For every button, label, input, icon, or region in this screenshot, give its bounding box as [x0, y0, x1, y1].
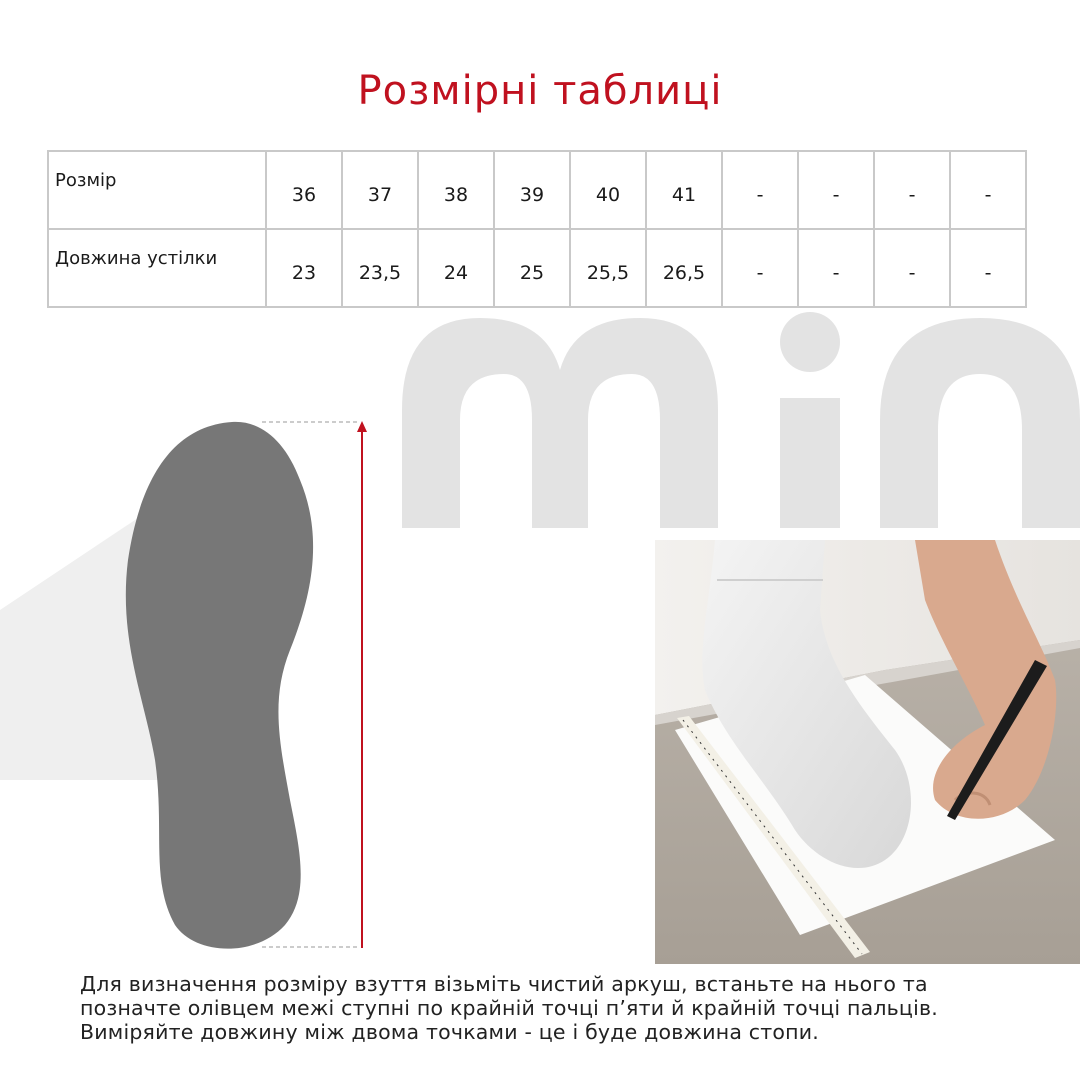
instruction-line: Для визначення розміру взуття візьміть чистий аркуш, встаньте на нього та — [80, 972, 928, 996]
table-cell: 23 — [266, 229, 342, 307]
table-cell: 23,5 — [342, 229, 418, 307]
table-cell: 40 — [570, 151, 646, 229]
row-label-size: Розмір — [48, 151, 266, 229]
table-cell: - — [722, 229, 798, 307]
table-cell: 39 — [494, 151, 570, 229]
instruction-text — [80, 972, 1060, 1044]
table-cell: - — [798, 229, 874, 307]
table-cell: - — [798, 151, 874, 229]
arrow-head-icon — [357, 421, 367, 432]
table-cell: 41 — [646, 151, 722, 229]
page-title: Розмірні таблиці — [357, 68, 723, 114]
table-cell: 37 — [342, 151, 418, 229]
table-cell: - — [874, 151, 950, 229]
foot-measuring-photo — [655, 540, 1080, 964]
table-cell: - — [950, 151, 1026, 229]
table-cell: 25,5 — [570, 229, 646, 307]
table-cell: 25 — [494, 229, 570, 307]
table-cell: 24 — [418, 229, 494, 307]
table-cell: 38 — [418, 151, 494, 229]
insole-silhouette-icon — [126, 422, 313, 949]
table-cell: - — [950, 229, 1026, 307]
table-cell: 36 — [266, 151, 342, 229]
table-cell: - — [874, 229, 950, 307]
instruction-line: Виміряйте довжину між двома точками - це і буде довжина стопи. — [80, 1020, 820, 1044]
instruction-line: позначте олівцем межі ступні по крайній точці п’яти й крайній точці пальців. — [80, 996, 938, 1020]
table-cell: - — [722, 151, 798, 229]
row-label-length: Довжина устілки — [48, 229, 266, 307]
table-cell: 26,5 — [646, 229, 722, 307]
